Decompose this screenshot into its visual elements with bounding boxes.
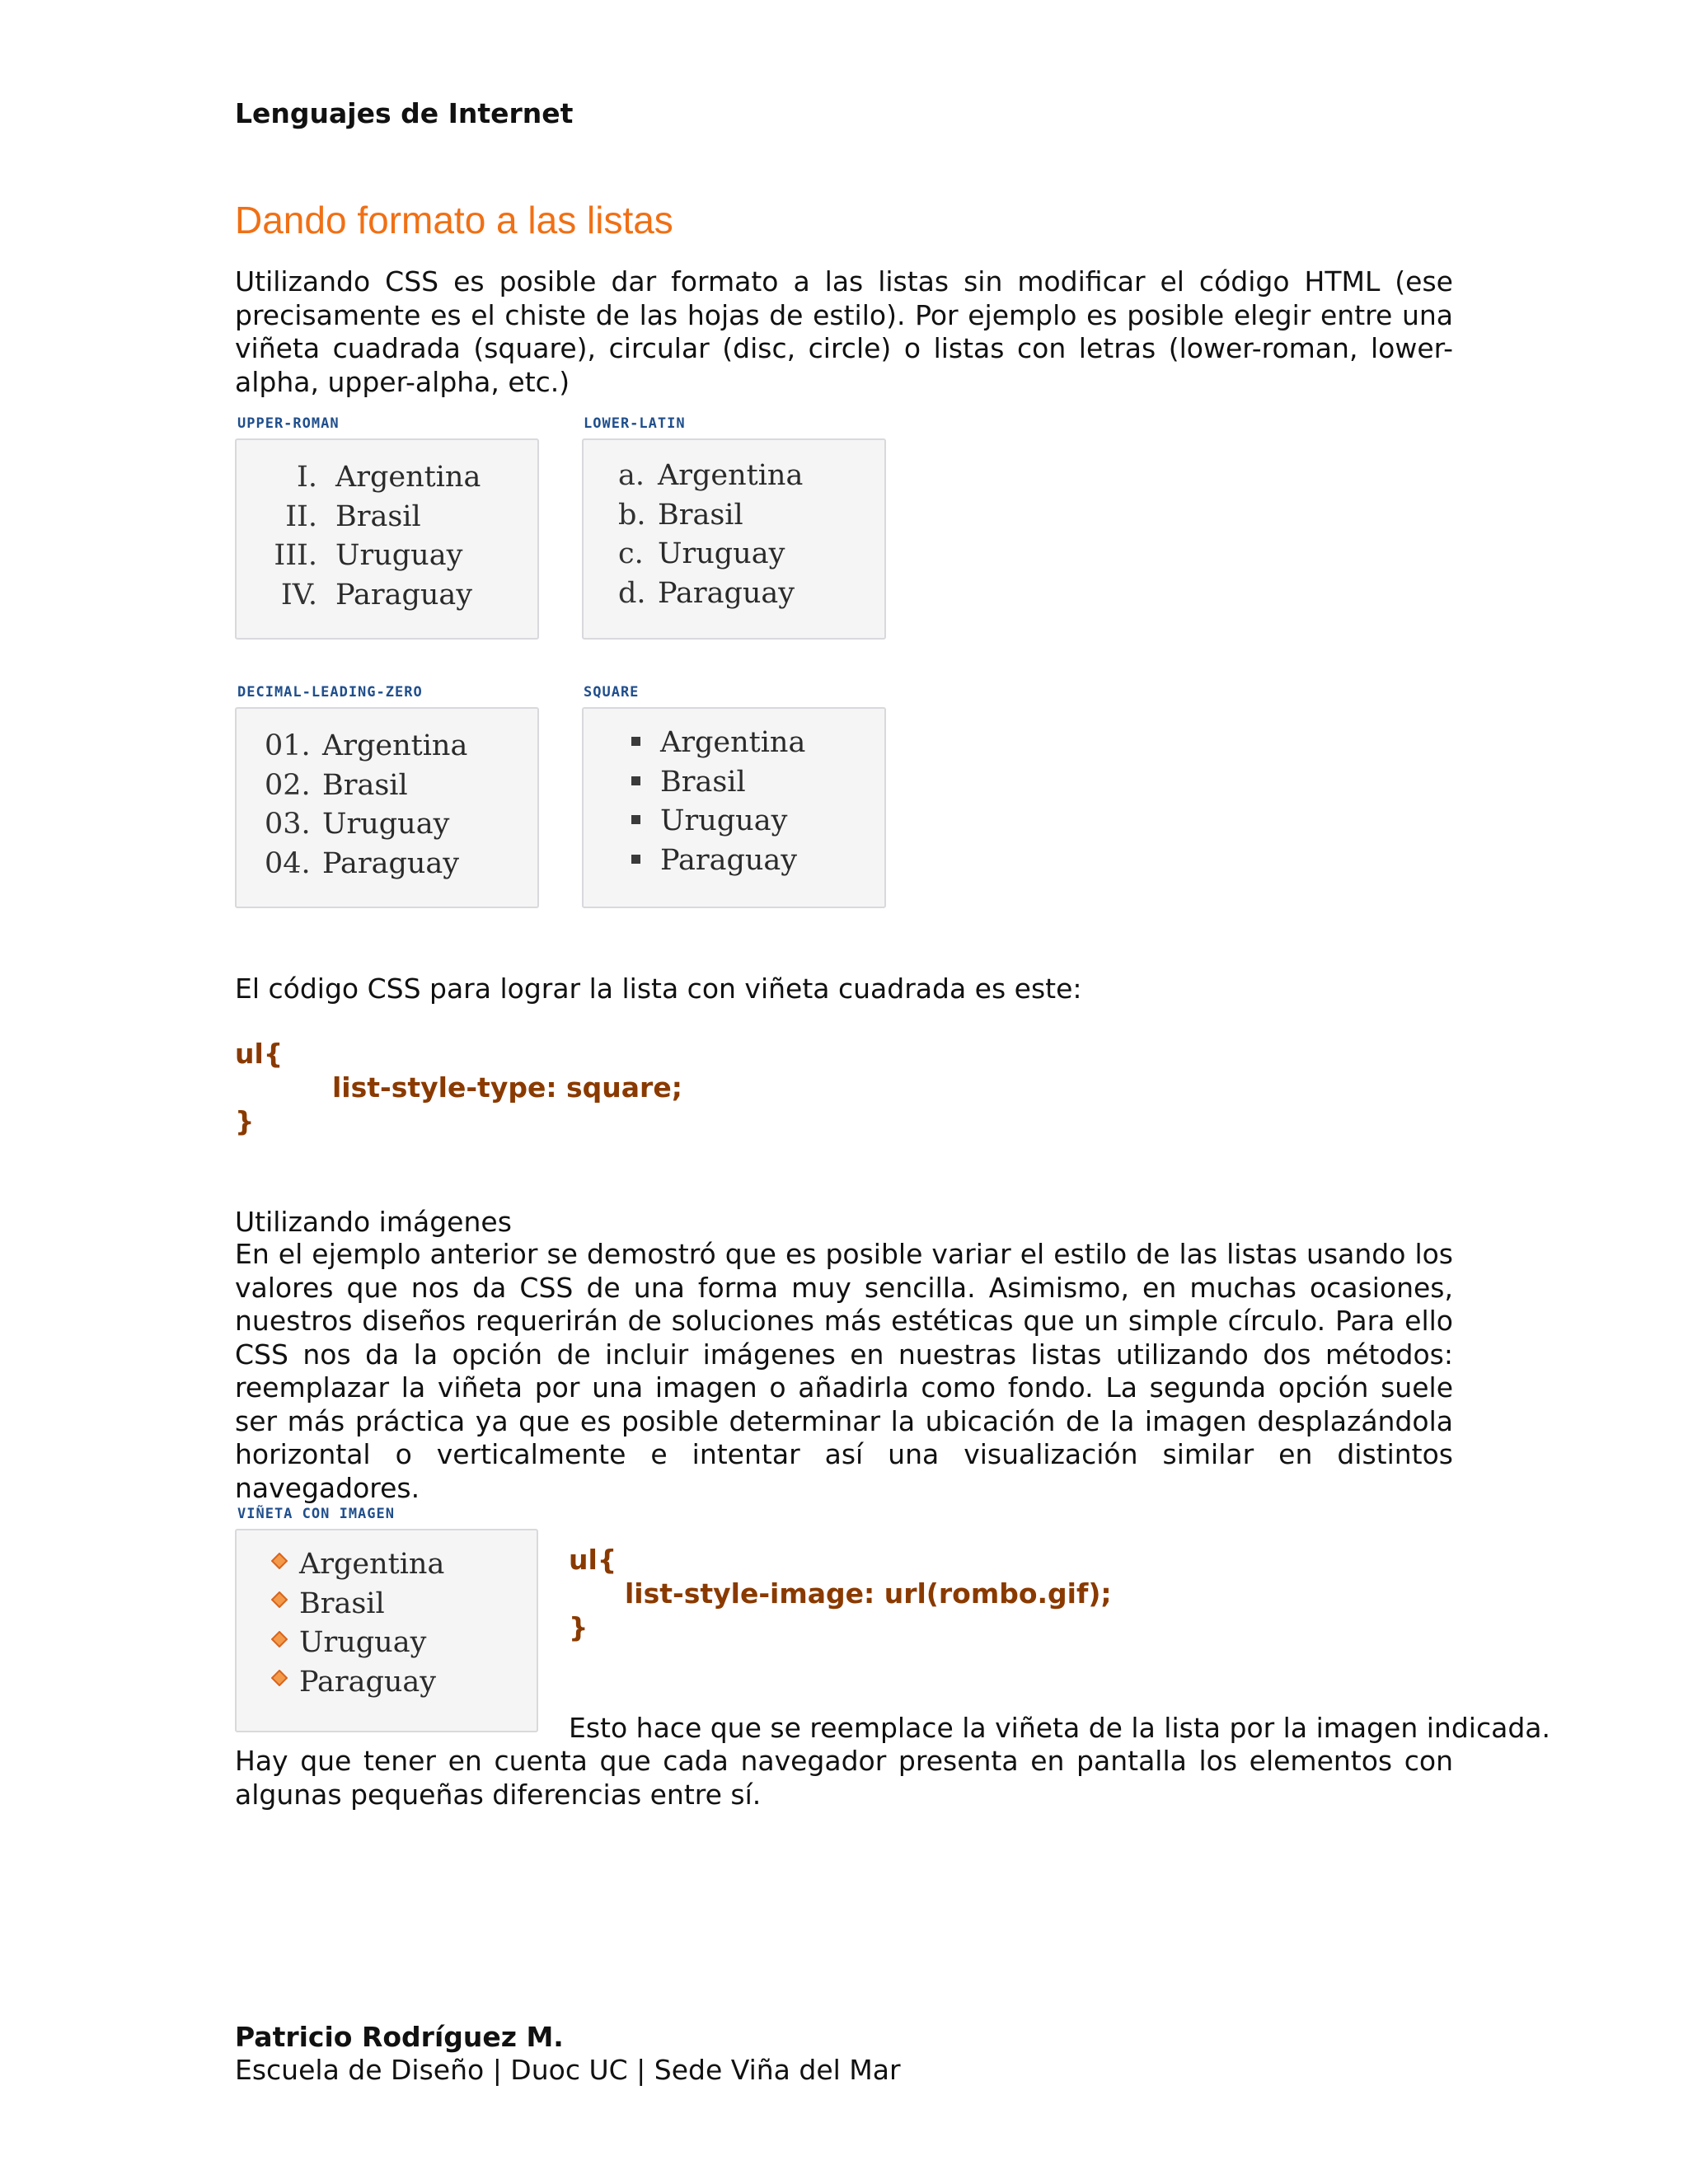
list-item: a. Argentina — [618, 457, 803, 496]
list-item: II. Brasil — [271, 498, 481, 537]
image-bullet-example — [235, 1529, 538, 1732]
closing-line1: Esto hace que se reemplace la viñeta de la lista por la imagen indicada. — [569, 1712, 1550, 1744]
list-marker: 03. — [265, 808, 311, 841]
list-item: Paraguay — [626, 841, 805, 881]
list-marker: 01. — [265, 729, 311, 762]
square-bullet-icon — [631, 737, 640, 746]
list-marker: 04. — [265, 846, 311, 880]
square-example — [582, 707, 886, 908]
images-paragraph: En el ejemplo anterior se demostró que es posible variar el estilo de las listas usando los valores que nos da CSS de una forma muy sencilla. Asimismo, en muchas ocasiones, nuestros diseños requerirán de soluciones más estéticas que un simple círculo. Para ello CSS nos da la opción de incluir imágenes en nuestras listas utilizando dos métodos: reemplazar la viñeta por una imagen o añadirla como fondo. La segunda opción suele ser más práctica ya que es posible determinar la ubicación de la imagen desplazándola horizontal o verticalmente e intentar así una visualización similar en distintos navegadores. — [235, 1238, 1453, 1504]
list-item: Brasil — [271, 1585, 444, 1624]
code-intro: El código CSS para lograr la lista con viñeta cuadrada es este: — [235, 972, 1082, 1005]
lower-latin-caption: LOWER-LATIN — [584, 415, 686, 432]
upper-roman-caption: UPPER-ROMAN — [237, 415, 340, 432]
lower-latin-list — [618, 457, 803, 613]
list-item: 03. Uruguay — [265, 805, 467, 845]
code-rule: list-style-type: square; — [332, 1071, 682, 1104]
list-item: Uruguay — [271, 1624, 444, 1663]
list-marker: III. — [274, 539, 317, 572]
image-bullet-list — [271, 1545, 444, 1702]
list-item: III. Uruguay — [271, 537, 481, 576]
list-item: I. Argentina — [271, 458, 481, 498]
upper-roman-list — [271, 458, 481, 615]
code-open: ul{ — [235, 1038, 284, 1070]
square-caption: SQUARE — [584, 684, 640, 701]
list-marker: IV. — [280, 578, 317, 612]
decimal-list — [265, 727, 467, 883]
rombo-bullet-icon — [271, 1666, 299, 1699]
square-list — [626, 724, 805, 880]
decimal-leading-zero-example — [235, 707, 539, 908]
code2-rule: list-style-image: url(rombo.gif); — [625, 1577, 1112, 1610]
rombo-bullet-icon — [271, 1628, 299, 1661]
list-item: d. Paraguay — [618, 574, 803, 614]
list-item: Argentina — [626, 724, 805, 763]
list-item: c. Uruguay — [618, 535, 803, 574]
closing-paragraph: Hay que tener en cuenta que cada navegador presenta en pantalla los elementos con algunas pequeñas diferencias entre sí. — [235, 1745, 1453, 1811]
list-item: 01. Argentina — [265, 727, 467, 766]
list-marker: a. — [618, 459, 645, 492]
list-item: Argentina — [271, 1545, 444, 1585]
images-heading: Utilizando imágenes — [235, 1206, 512, 1238]
list-marker: b. — [618, 498, 646, 532]
list-item: Uruguay — [626, 802, 805, 841]
footer-school: Escuela de Diseño | Duoc UC | Sede Viña del Mar — [235, 2054, 901, 2086]
list-item: IV. Paraguay — [271, 576, 481, 616]
list-item: 02. Brasil — [265, 766, 467, 806]
code2-open: ul{ — [569, 1544, 617, 1576]
rombo-bullet-icon — [271, 1588, 299, 1621]
list-item: 04. Paraguay — [265, 845, 467, 884]
document-header: Lenguajes de Internet — [235, 97, 574, 129]
footer-author: Patricio Rodríguez M. — [235, 2021, 564, 2053]
upper-roman-example — [235, 438, 539, 640]
list-marker: I. — [297, 461, 317, 494]
intro-paragraph: Utilizando CSS es posible dar formato a las listas sin modificar el código HTML (ese precisamente es el chiste de las hojas de estilo). Por ejemplo es posible elegir entre una viñeta cuadrada (square), circular (disc, circle) o listas con letras (lower-roman, lower-alpha, upper-alpha, etc.) — [235, 265, 1453, 398]
list-item: b. Brasil — [618, 496, 803, 536]
lower-latin-example — [582, 438, 886, 640]
rombo-bullet-icon — [271, 1549, 299, 1582]
list-item: Paraguay — [271, 1663, 444, 1703]
list-marker: d. — [618, 576, 646, 610]
code2-close: } — [569, 1611, 588, 1643]
list-marker: 02. — [265, 768, 311, 802]
list-marker: c. — [618, 537, 644, 570]
square-bullet-icon — [631, 776, 640, 785]
code-close: } — [235, 1105, 255, 1137]
square-bullet-icon — [631, 815, 640, 824]
list-item: Brasil — [626, 763, 805, 803]
decimal-leading-zero-caption: DECIMAL-LEADING-ZERO — [237, 684, 423, 701]
image-bullet-caption: VIÑETA CON IMAGEN — [237, 1506, 395, 1522]
section-title: Dando formato a las listas — [235, 199, 673, 241]
list-marker: II. — [285, 499, 317, 533]
square-bullet-icon — [631, 855, 640, 864]
